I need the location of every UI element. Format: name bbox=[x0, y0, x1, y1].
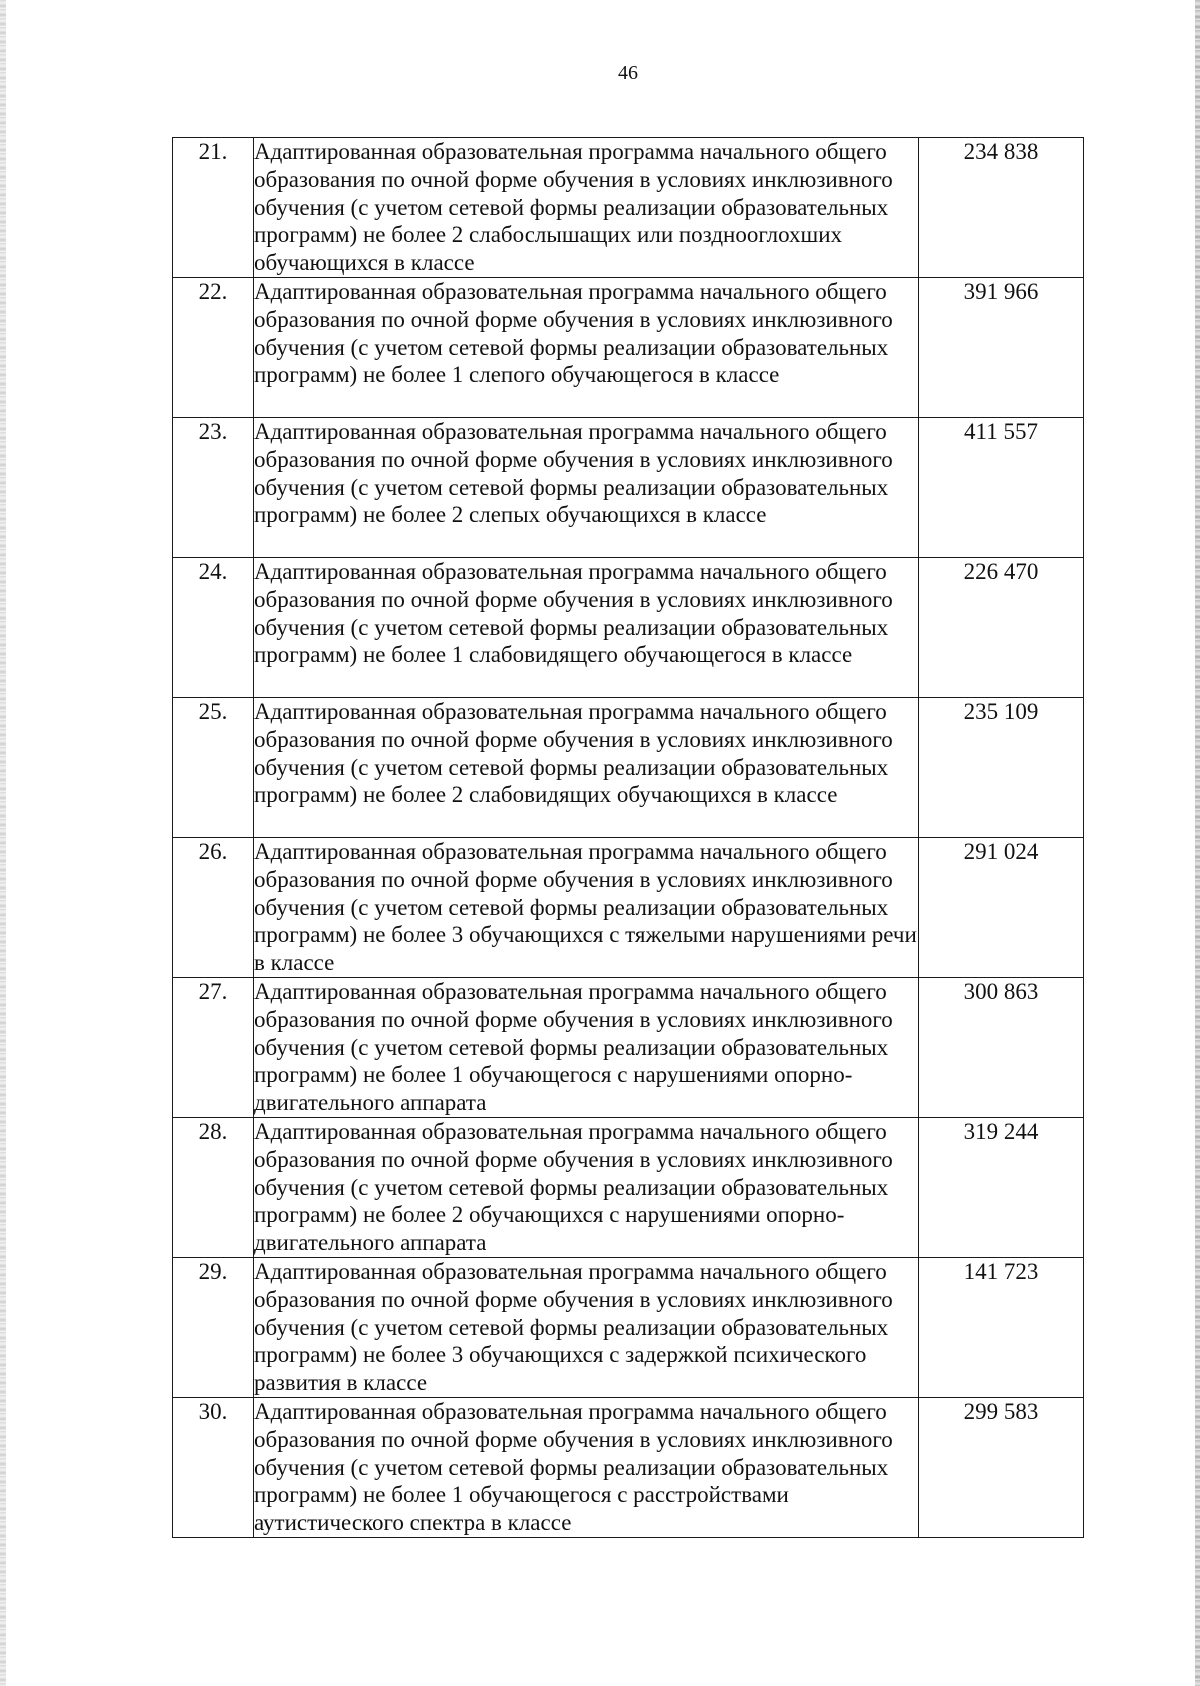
scan-edge-left bbox=[0, 0, 6, 1686]
program-description: Адаптированная образовательная программа начального общего образования по очной форме обучения в условиях инклюзивного обучения (с учетом сетевой формы реализации образовательных программ) не более 2 слепых обучающихся в классе bbox=[254, 418, 919, 558]
program-description: Адаптированная образовательная программа начального общего образования по очной форме обучения в условиях инклюзивного обучения (с учетом сетевой формы реализации образовательных программ) не более 3 обучающихся с задержкой психического развития в классе bbox=[254, 1258, 919, 1398]
program-description: Адаптированная образовательная программа начального общего образования по очной форме обучения в условиях инклюзивного обучения (с учетом сетевой формы реализации образовательных программ) не более 1 слабовидящего обучающегося в классе bbox=[254, 558, 919, 698]
cost-value: 291 024 bbox=[919, 838, 1084, 978]
cost-value: 226 470 bbox=[919, 558, 1084, 698]
cost-value: 300 863 bbox=[919, 978, 1084, 1118]
scan-edge-right bbox=[1195, 0, 1200, 1686]
row-number: 26. bbox=[173, 838, 254, 978]
table-row bbox=[173, 1398, 1084, 1538]
row-number: 21. bbox=[173, 138, 254, 278]
cost-value: 391 966 bbox=[919, 278, 1084, 418]
program-description: Адаптированная образовательная программа начального общего образования по очной форме обучения в условиях инклюзивного обучения (с учетом сетевой формы реализации образовательных программ) не более 2 слабовидящих обучающихся в классе bbox=[254, 698, 919, 838]
row-number: 29. bbox=[173, 1258, 254, 1398]
table-row bbox=[173, 1118, 1084, 1258]
page-number: 46 bbox=[618, 62, 638, 84]
table-row bbox=[173, 418, 1084, 558]
cost-value: 234 838 bbox=[919, 138, 1084, 278]
row-number: 28. bbox=[173, 1118, 254, 1258]
program-description: Адаптированная образовательная программа начального общего образования по очной форме обучения в условиях инклюзивного обучения (с учетом сетевой формы реализации образовательных программ) не более 2 слабослышащих или позднооглохших обучающихся в классе bbox=[254, 138, 919, 278]
cost-value: 411 557 bbox=[919, 418, 1084, 558]
table-row bbox=[173, 698, 1084, 838]
row-number: 27. bbox=[173, 978, 254, 1118]
cost-value: 319 244 bbox=[919, 1118, 1084, 1258]
program-description: Адаптированная образовательная программа начального общего образования по очной форме обучения в условиях инклюзивного обучения (с учетом сетевой формы реализации образовательных программ) не более 2 обучающихся с нарушениями опорно-двигательного аппарата bbox=[254, 1118, 919, 1258]
program-table bbox=[172, 137, 1084, 1538]
table-row bbox=[173, 138, 1084, 278]
program-description: Адаптированная образовательная программа начального общего образования по очной форме обучения в условиях инклюзивного обучения (с учетом сетевой формы реализации образовательных программ) не более 1 обучающегося с расстройствами аутистического спектра в классе bbox=[254, 1398, 919, 1538]
table-row bbox=[173, 558, 1084, 698]
cost-value: 235 109 bbox=[919, 698, 1084, 838]
program-description: Адаптированная образовательная программа начального общего образования по очной форме обучения в условиях инклюзивного обучения (с учетом сетевой формы реализации образовательных программ) не более 1 слепого обучающегося в классе bbox=[254, 278, 919, 418]
table-row bbox=[173, 1258, 1084, 1398]
row-number: 24. bbox=[173, 558, 254, 698]
row-number: 22. bbox=[173, 278, 254, 418]
table-row bbox=[173, 278, 1084, 418]
row-number: 30. bbox=[173, 1398, 254, 1538]
row-number: 25. bbox=[173, 698, 254, 838]
cost-value: 141 723 bbox=[919, 1258, 1084, 1398]
table-row bbox=[173, 838, 1084, 978]
table-row bbox=[173, 978, 1084, 1118]
program-description: Адаптированная образовательная программа начального общего образования по очной форме обучения в условиях инклюзивного обучения (с учетом сетевой формы реализации образовательных программ) не более 3 обучающихся с тяжелыми нарушениями речи в классе bbox=[254, 838, 919, 978]
program-description: Адаптированная образовательная программа начального общего образования по очной форме обучения в условиях инклюзивного обучения (с учетом сетевой формы реализации образовательных программ) не более 1 обучающегося с нарушениями опорно-двигательного аппарата bbox=[254, 978, 919, 1118]
row-number: 23. bbox=[173, 418, 254, 558]
cost-value: 299 583 bbox=[919, 1398, 1084, 1538]
